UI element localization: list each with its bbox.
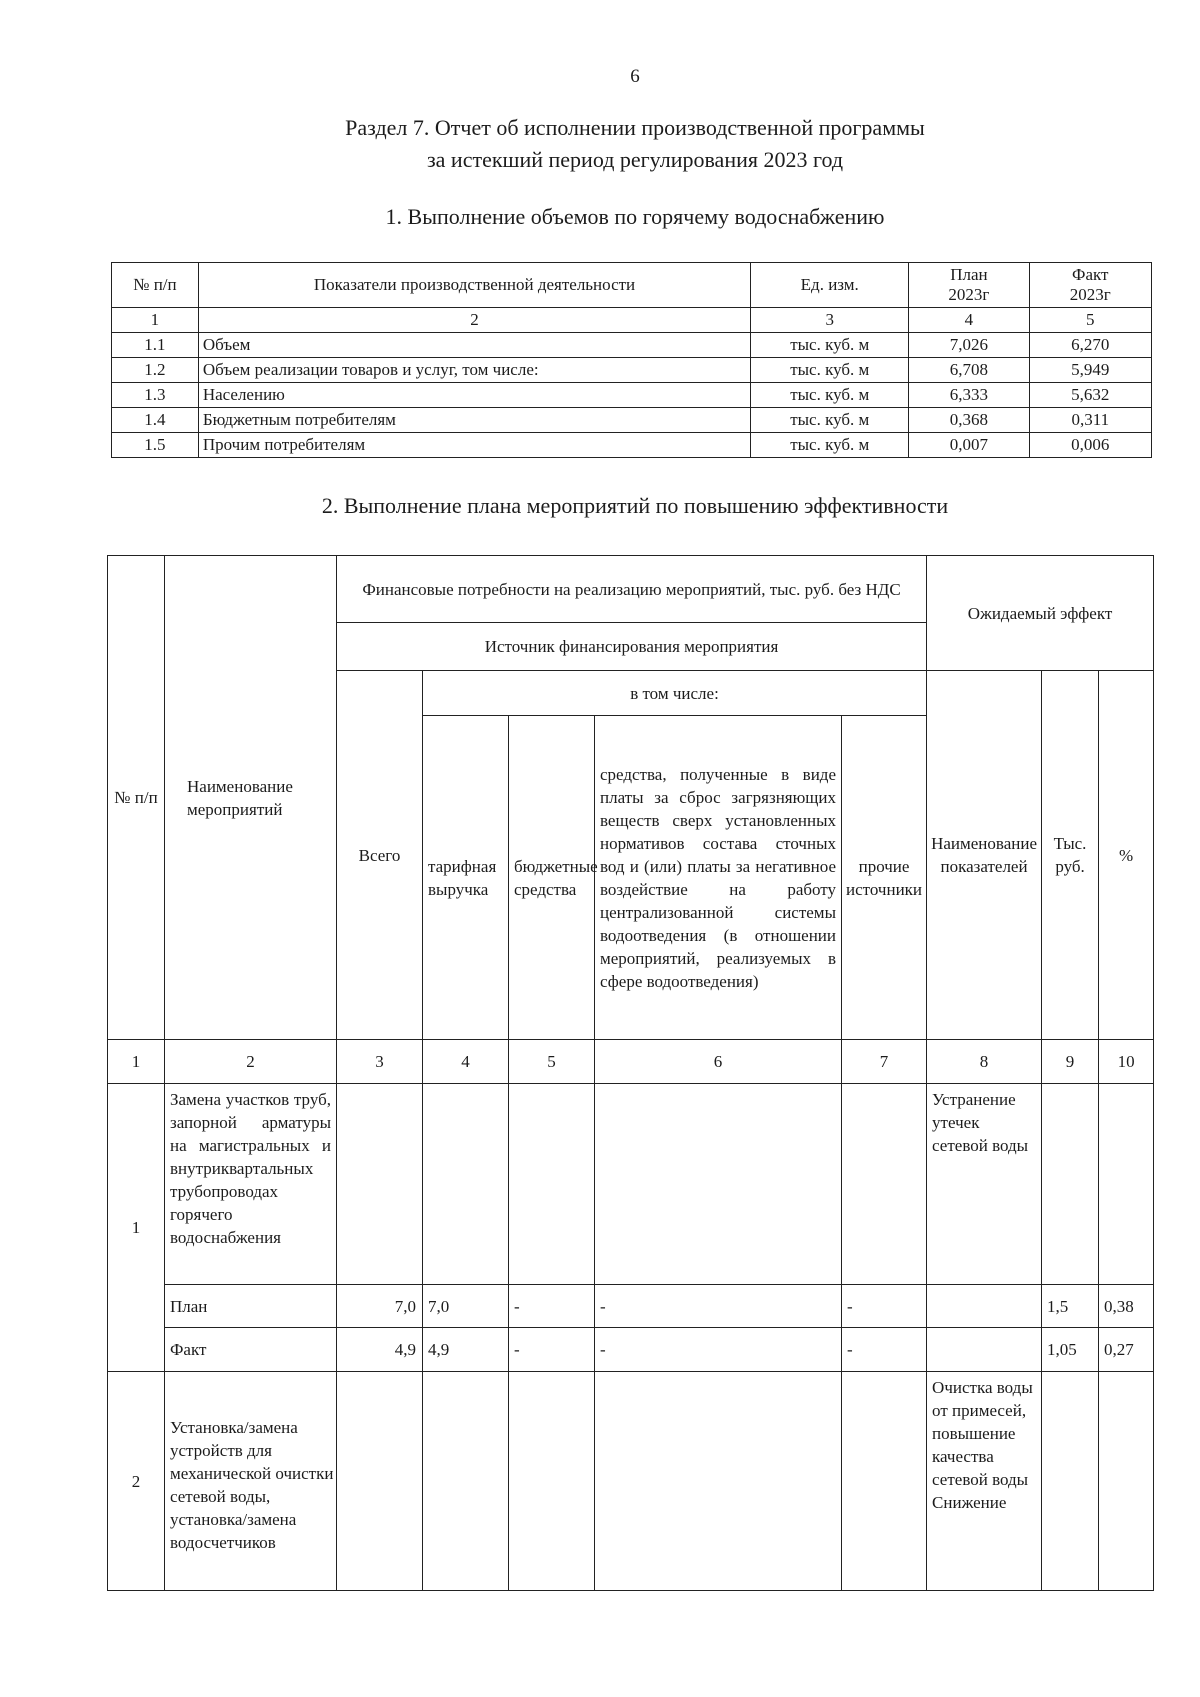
row-unit: тыс. куб. м (751, 358, 909, 383)
col-number: 10 (1099, 1040, 1154, 1084)
header-indicator: Показатели производственной деятельности (198, 263, 750, 308)
row-name: Объем реализации товаров и услуг, том числе: (198, 358, 750, 383)
row-plan: 0,007 (909, 433, 1029, 458)
header-fact-label: Факт (1072, 265, 1109, 284)
header-source: Источник финансирования мероприятия (337, 623, 927, 671)
item-effect: Устранение утечек сетевой воды (927, 1084, 1042, 1285)
row-num: 1.1 (112, 333, 199, 358)
section1-title: 1. Выполнение объемов по горячему водоснабжению (385, 204, 885, 229)
empty-cell (1099, 1084, 1154, 1285)
plan-label: План (165, 1285, 337, 1328)
empty-cell (1042, 1372, 1099, 1591)
row-unit: тыс. куб. м (751, 408, 909, 433)
header-fact (1029, 263, 1151, 308)
table-row (112, 408, 1152, 433)
fact-thous: 1,05 (1042, 1328, 1099, 1372)
row-name: Прочим потребителям (198, 433, 750, 458)
table-row (108, 1285, 1154, 1328)
empty-cell (423, 1084, 509, 1285)
empty-cell (337, 1084, 423, 1285)
col-number: 9 (1042, 1040, 1099, 1084)
page-number: 6 (630, 66, 640, 87)
header-tariff: тарифная выручка (423, 716, 509, 1040)
fact-fees: - (595, 1328, 842, 1372)
row-num: 1.3 (112, 383, 199, 408)
header-unit: Ед. изм. (751, 263, 909, 308)
col-number: 3 (337, 1040, 423, 1084)
table-row (112, 358, 1152, 383)
row-fact: 6,270 (1029, 333, 1151, 358)
plan-pct: 0,38 (1099, 1285, 1154, 1328)
header-pct: % (1099, 671, 1154, 1040)
row-name: Населению (198, 383, 750, 408)
table-row (112, 333, 1152, 358)
col-number: 1 (108, 1040, 165, 1084)
fact-tariff: 4,9 (423, 1328, 509, 1372)
row-unit: тыс. куб. м (751, 433, 909, 458)
plan-thous: 1,5 (1042, 1285, 1099, 1328)
table-header-row (112, 263, 1152, 308)
plan-fees: - (595, 1285, 842, 1328)
header-num: № п/п (112, 263, 199, 308)
table-row (112, 383, 1152, 408)
fact-total: 4,9 (337, 1328, 423, 1372)
item-num: 1 (108, 1084, 165, 1372)
header-incl: в том числе: (423, 671, 927, 716)
empty-cell (423, 1372, 509, 1591)
col-number: 8 (927, 1040, 1042, 1084)
header-fact-year: 2023г (1069, 285, 1111, 304)
empty-cell (1042, 1084, 1099, 1285)
row-fact: 5,632 (1029, 383, 1151, 408)
empty-cell (842, 1084, 927, 1285)
table-row (108, 1372, 1154, 1591)
title-line-2: за истекший период регулирования 2023 год (426, 147, 844, 172)
section2-title: 2. Выполнение плана мероприятий по повышению эффективности (321, 493, 949, 518)
empty-cell (595, 1372, 842, 1591)
col-number: 7 (842, 1040, 927, 1084)
col-number: 2 (165, 1040, 337, 1084)
col-number: 4 (423, 1040, 509, 1084)
col-number: 2 (198, 308, 750, 333)
table-row (108, 1084, 1154, 1285)
empty-cell (842, 1372, 927, 1591)
row-plan: 6,333 (909, 383, 1029, 408)
plan-tariff: 7,0 (423, 1285, 509, 1328)
fact-pct: 0,27 (1099, 1328, 1154, 1372)
row-num: 1.2 (112, 358, 199, 383)
row-unit: тыс. куб. м (751, 333, 909, 358)
table-row (112, 433, 1152, 458)
empty-cell (337, 1372, 423, 1591)
row-name: Объем (198, 333, 750, 358)
header-budget: бюджетные средства (509, 716, 595, 1040)
col-number: 1 (112, 308, 199, 333)
measures-table (107, 555, 1154, 1591)
row-plan: 0,368 (909, 408, 1029, 433)
plan-total: 7,0 (337, 1285, 423, 1328)
col-number: 6 (595, 1040, 842, 1084)
row-name: Бюджетным потребителям (198, 408, 750, 433)
row-num: 1.4 (112, 408, 199, 433)
table-header-row (108, 556, 1154, 623)
empty-cell (595, 1084, 842, 1285)
header-plan-year: 2023г (948, 285, 990, 304)
plan-other: - (842, 1285, 927, 1328)
header-fees: средства, полученные в виде платы за сброс загрязняющих веществ сверх установленных нормативов состава сточных вод и (или) платы за негативное воздействие на работу централизованной системы водоотведения (в отношении мероприятий, реализуемых в сфере водоотведения) (595, 716, 842, 1040)
fact-label: Факт (165, 1328, 337, 1372)
header-indicator: Наименование показателей (927, 671, 1042, 1040)
fact-other: - (842, 1328, 927, 1372)
row-plan: 6,708 (909, 358, 1029, 383)
empty-cell (927, 1328, 1042, 1372)
header-thous: Тыс. руб. (1042, 671, 1099, 1040)
table-row (108, 1328, 1154, 1372)
column-numbers-row (112, 308, 1152, 333)
row-plan: 7,026 (909, 333, 1029, 358)
header-name: Наименование мероприятий (165, 556, 337, 1040)
row-unit: тыс. куб. м (751, 383, 909, 408)
col-number: 5 (509, 1040, 595, 1084)
plan-budget: - (509, 1285, 595, 1328)
empty-cell (1099, 1372, 1154, 1591)
empty-cell (927, 1285, 1042, 1328)
item-name: Установка/замена устройств для механической очистки сетевой воды, установка/замена водосчетчиков (165, 1372, 337, 1591)
title-line-1: Раздел 7. Отчет об исполнении производственной программы (345, 115, 925, 140)
col-number: 4 (909, 308, 1029, 333)
header-effect: Ожидаемый эффект (927, 556, 1154, 671)
volumes-table (111, 262, 1152, 458)
column-numbers-row (108, 1040, 1154, 1084)
item-name: Замена участков труб, запорной арматуры на магистральных и внутриквартальных трубопроводах горячего водоснабжения (165, 1084, 337, 1285)
header-other: прочие источники (842, 716, 927, 1040)
empty-cell (509, 1372, 595, 1591)
row-fact: 0,006 (1029, 433, 1151, 458)
page-title (0, 112, 1200, 176)
row-num: 1.5 (112, 433, 199, 458)
header-num: № п/п (108, 556, 165, 1040)
row-fact: 0,311 (1029, 408, 1151, 433)
fact-budget: - (509, 1328, 595, 1372)
header-plan-label: План (950, 265, 988, 284)
header-plan (909, 263, 1029, 308)
header-total: Всего (337, 671, 423, 1040)
item-num: 2 (108, 1372, 165, 1591)
item-effect: Очистка воды от примесей, повышение качества сетевой воды Снижение (927, 1372, 1042, 1591)
empty-cell (509, 1084, 595, 1285)
row-fact: 5,949 (1029, 358, 1151, 383)
col-number: 3 (751, 308, 909, 333)
col-number: 5 (1029, 308, 1151, 333)
header-fin-needs: Финансовые потребности на реализацию мероприятий, тыс. руб. без НДС (337, 556, 927, 623)
